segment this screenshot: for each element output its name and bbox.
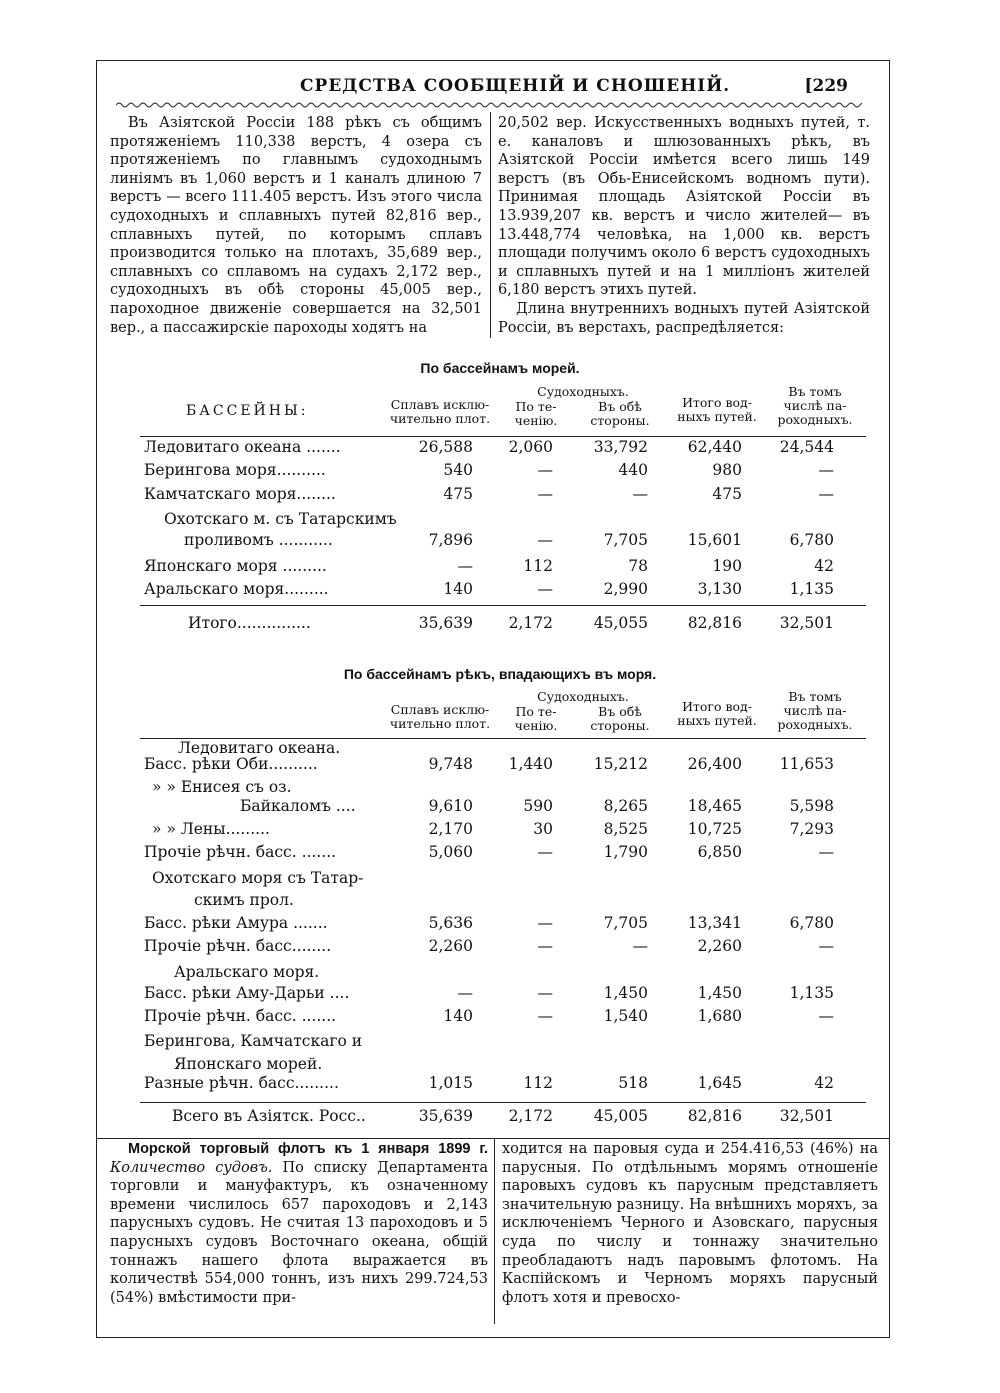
intro-right-column bbox=[498, 114, 870, 337]
table-row bbox=[144, 914, 864, 936]
cell-value: 32,501 bbox=[779, 1107, 834, 1125]
cell-value: 6,780 bbox=[789, 914, 834, 932]
cell-value: 1,135 bbox=[789, 580, 834, 598]
cell-value: 6,780 bbox=[789, 531, 834, 549]
cell-value: 2,260 bbox=[428, 937, 473, 955]
cell-value: 7,896 bbox=[428, 531, 473, 549]
cell-value: — bbox=[457, 984, 473, 1002]
table-row bbox=[144, 461, 864, 483]
cell-value: 1,135 bbox=[789, 984, 834, 1002]
cell-value: — bbox=[537, 531, 553, 549]
row-label: Прочіе рѣчн. басс. ....... bbox=[144, 843, 337, 861]
cell-value: — bbox=[632, 937, 648, 955]
row-label: Аральскаго моря. bbox=[174, 963, 320, 981]
cell-value: 33,792 bbox=[593, 438, 648, 456]
table-row bbox=[144, 891, 864, 913]
row-label: » » Енисея съ оз. bbox=[152, 778, 292, 796]
table-row bbox=[144, 797, 864, 819]
cell-value: 18,465 bbox=[687, 797, 742, 815]
table-row bbox=[144, 755, 864, 777]
cell-value: 32,501 bbox=[779, 614, 834, 632]
cell-value: 24,544 bbox=[779, 438, 834, 456]
cell-value: 6,850 bbox=[697, 843, 742, 861]
cell-value: — bbox=[537, 485, 553, 503]
cell-value: 2,170 bbox=[428, 820, 473, 838]
cell-value: — bbox=[818, 843, 834, 861]
cell-value: 7,705 bbox=[603, 914, 648, 932]
cell-value: 30 bbox=[533, 820, 553, 838]
cell-value: 26,588 bbox=[418, 438, 473, 456]
cell-value: 980 bbox=[712, 461, 742, 479]
table2-col-sudo-group: Судоходныхъ. bbox=[537, 689, 629, 704]
intro-right-text: 20,502 вер. Искусственныхъ водныхъ путей, т. е. каналовъ и шлюзованныхъ рѣкъ, въ Азіятской Россіи имѣется всего лишь 149 верстъ (въ Обь-Енисейскомъ водномъ пути). Принимая площадь Азіятской Россіи въ 13.939,207 кв. верстъ и число жителей— въ 13.448,774 человѣка, на 1,000 кв. верстъ площади получимъ около 6 верстъ судоходныхъ и сплавныхъ путей и на 1 милліонъ жителей 6,180 верстъ этихъ путей. bbox=[498, 115, 870, 299]
row-label: Басс. рѣки Аму-Дарьи .... bbox=[144, 984, 350, 1002]
row-label: Берингова, Камчатскаго и bbox=[144, 1032, 363, 1050]
cell-value: 42 bbox=[814, 1074, 834, 1092]
row-label: Охотскаго моря съ Татар- bbox=[152, 869, 364, 887]
row-label: Прочіе рѣчн. басс. ....... bbox=[144, 1007, 337, 1025]
table1-col-v-obe: Въ обѣ стороны. bbox=[590, 399, 650, 428]
table-row bbox=[144, 438, 864, 460]
cell-value: 7,705 bbox=[603, 531, 648, 549]
cell-value: 1,790 bbox=[603, 843, 648, 861]
cell-value: — bbox=[457, 557, 473, 575]
row-label: Басс. рѣки Оби.......... bbox=[144, 755, 318, 773]
fleet-right-text: ходится на паровыя суда и 254.416,53 (46%) на парусныя. По отдѣльнымъ морямъ отношеніе паровыхъ судовъ къ парусным представляетъ значительную разницу. На внѣшнихъ моряхъ, за исключеніемъ Черного и Азовскаго, парусныя суда по числу и тоннажу значительно преобладаютъ надъ паровымъ флотомъ. На Каспійскомъ и Черномъ моряхъ парусный флотъ хотя и превосхо- bbox=[502, 1141, 878, 1306]
cell-value: 440 bbox=[618, 461, 648, 479]
intro-left-column bbox=[110, 114, 482, 337]
cell-value: 2,172 bbox=[508, 614, 553, 632]
cell-value: 45,055 bbox=[593, 614, 648, 632]
cell-value: — bbox=[818, 937, 834, 955]
cell-value: 1,450 bbox=[697, 984, 742, 1002]
table1-header-rule bbox=[140, 436, 866, 437]
table-row bbox=[144, 1007, 864, 1029]
table2-col-splav: Сплавъ исклю-чительно плот. bbox=[389, 702, 491, 731]
row-label: Разные рѣчн. басс......... bbox=[144, 1074, 339, 1092]
row-label: Итого............... bbox=[188, 614, 311, 632]
row-label: Камчатскаго моря........ bbox=[144, 485, 336, 503]
cell-value: 5,598 bbox=[789, 797, 834, 815]
cell-value: 2,260 bbox=[697, 937, 742, 955]
table2-total-rule bbox=[140, 1102, 866, 1103]
cell-value: 78 bbox=[628, 557, 648, 575]
total-row bbox=[144, 614, 864, 636]
row-label: Байкаломъ .... bbox=[240, 797, 356, 815]
cell-value: — bbox=[537, 580, 553, 598]
row-label: скимъ прол. bbox=[194, 891, 294, 909]
table-row bbox=[144, 937, 864, 959]
cell-value: 42 bbox=[814, 557, 834, 575]
fleet-left-text: По списку Департамента торговли и мануфактуръ, къ означенному времени числилось 657 пароходовъ и 2,143 парусныхъ судовъ. Не считая 13 пароходовъ и 5 парусныхъ судовъ Восточнаго океана, общій тоннажъ нашего флота выражается въ количествѣ 554,000 тоннъ, изъ нихъ 299.724,53 (54%) вмѣстимости при- bbox=[110, 1159, 488, 1306]
column-divider-top bbox=[490, 112, 491, 338]
cell-value: — bbox=[632, 485, 648, 503]
cell-value: 2,060 bbox=[508, 438, 553, 456]
row-label: Японскаго моря ......... bbox=[144, 557, 327, 575]
table-row bbox=[144, 485, 864, 507]
table-row bbox=[144, 1074, 864, 1096]
table-row bbox=[144, 963, 864, 985]
cell-value: 8,525 bbox=[603, 820, 648, 838]
row-label: Всего въ Азіятск. Росс.. bbox=[172, 1107, 366, 1125]
table-row bbox=[144, 984, 864, 1006]
cell-value: 7,293 bbox=[789, 820, 834, 838]
wavy-rule bbox=[116, 100, 862, 110]
cell-value: — bbox=[818, 461, 834, 479]
intro-right-text-2: Длина внутреннихъ водныхъ путей Азіятской Россіи, въ верстахъ, распредѣляется: bbox=[498, 300, 870, 336]
fleet-lead-bold: Морской торговый флотъ къ 1 января 1899 г. bbox=[128, 1141, 488, 1157]
page-number: [229 bbox=[804, 76, 848, 96]
cell-value: 5,060 bbox=[428, 843, 473, 861]
cell-value: 2,990 bbox=[603, 580, 648, 598]
row-label: Охотскаго м. съ Татарскимъ bbox=[164, 510, 397, 528]
row-label: Басс. рѣки Амура ....... bbox=[144, 914, 328, 932]
intro-left-text: Въ Азіятской Россіи 188 рѣкъ съ общимъ протяженіемъ 110,338 верстъ, 4 озера съ протяженіемъ по главнымъ судоходнымъ линіямъ въ 1,060 верстъ и 1 каналъ длиною 7 верстъ — всего 111.405 верстъ. Изъ этого числа судоходныхъ и сплавныхъ путей 82,816 вер., сплавныхъ путей, по которымъ сплавъ производится только на плотахъ, 35,689 вер., сплавныхъ со сплавомъ на судахъ 2,172 вер., судоходныхъ въ обѣ стороны 45,005 вер., пароходное движеніе совершается на 32,501 вер., а пассажирскіе пароходы ходятъ на bbox=[110, 115, 482, 336]
cell-value: 1,440 bbox=[508, 755, 553, 773]
page-header bbox=[300, 76, 860, 102]
cell-value: 1,540 bbox=[603, 1007, 648, 1025]
cell-value: 10,725 bbox=[687, 820, 742, 838]
table-row bbox=[144, 1032, 864, 1054]
row-label: Ледовитаго океана. bbox=[178, 739, 341, 757]
cell-value: 15,601 bbox=[687, 531, 742, 549]
row-label: Прочіе рѣчн. басс........ bbox=[144, 937, 332, 955]
table-row bbox=[144, 557, 864, 579]
cell-value: 9,748 bbox=[428, 755, 473, 773]
cell-value: — bbox=[818, 485, 834, 503]
fleet-lead-italic: Количество судовъ. bbox=[110, 1159, 273, 1176]
cell-value: 13,341 bbox=[687, 914, 742, 932]
cell-value: 2,172 bbox=[508, 1107, 553, 1125]
table2-col-parokh: Въ томъ числѣ па-роходныхъ. bbox=[777, 689, 853, 732]
row-label: проливомъ ........... bbox=[184, 531, 333, 549]
cell-value: 82,816 bbox=[687, 1107, 742, 1125]
cell-value: 140 bbox=[443, 1007, 473, 1025]
table-row bbox=[144, 580, 864, 602]
cell-value: 112 bbox=[523, 557, 553, 575]
table-row bbox=[144, 820, 864, 842]
table1-col-parokh: Въ томъ числѣ па-роходныхъ. bbox=[777, 384, 853, 427]
table2-bottom-rule bbox=[96, 1138, 890, 1139]
row-label: Ледовитаго океана ....... bbox=[144, 438, 341, 456]
cell-value: — bbox=[537, 937, 553, 955]
cell-value: 26,400 bbox=[687, 755, 742, 773]
table2-col-v-obe: Въ обѣ стороны. bbox=[590, 704, 650, 733]
cell-value: 9,610 bbox=[428, 797, 473, 815]
cell-value: 5,636 bbox=[428, 914, 473, 932]
fleet-left-column bbox=[110, 1140, 488, 1307]
cell-value: 45,005 bbox=[593, 1107, 648, 1125]
cell-value: — bbox=[537, 1007, 553, 1025]
table-row bbox=[144, 510, 864, 532]
table-row bbox=[144, 531, 864, 553]
running-title: СРЕДСТВА СООБЩЕНІЙ И СНОШЕНІЙ. bbox=[300, 76, 731, 96]
cell-value: 8,265 bbox=[603, 797, 648, 815]
cell-value: 475 bbox=[443, 485, 473, 503]
row-label: » » Лены......... bbox=[152, 820, 270, 838]
row-label: Японскаго морей. bbox=[174, 1055, 323, 1073]
cell-value: 590 bbox=[523, 797, 553, 815]
cell-value: 1,680 bbox=[697, 1007, 742, 1025]
cell-value: 190 bbox=[712, 557, 742, 575]
table-row bbox=[144, 843, 864, 865]
cell-value: 140 bbox=[443, 580, 473, 598]
row-label: Берингова моря.......... bbox=[144, 461, 326, 479]
column-divider-bottom bbox=[494, 1138, 495, 1324]
cell-value: 1,645 bbox=[697, 1074, 742, 1092]
cell-value: 112 bbox=[523, 1074, 553, 1092]
cell-value: 1,450 bbox=[603, 984, 648, 1002]
table2-heading: По бассейнамъ рѣкъ, впадающихъ въ моря. bbox=[343, 666, 657, 682]
table2-col-itogo: Итого вод-ныхъ путей. bbox=[677, 699, 757, 728]
fleet-right-column bbox=[502, 1140, 878, 1307]
table1-col-itogo: Итого вод-ныхъ путей. bbox=[677, 395, 757, 424]
table2-col-po-techeniyu: По те-ченію. bbox=[514, 704, 558, 733]
cell-value: — bbox=[537, 914, 553, 932]
table-row bbox=[144, 869, 864, 891]
cell-value: 3,130 bbox=[697, 580, 742, 598]
total-row bbox=[144, 1107, 864, 1129]
table1-heading: По бассейнамъ морей. bbox=[420, 360, 580, 376]
cell-value: 62,440 bbox=[687, 438, 742, 456]
table1-col-splav: Сплавъ исклю-чительно плот. bbox=[389, 397, 491, 426]
cell-value: 540 bbox=[443, 461, 473, 479]
cell-value: 82,816 bbox=[687, 614, 742, 632]
table1-stub-header: БАССЕЙНЫ: bbox=[186, 403, 309, 419]
cell-value: 11,653 bbox=[779, 755, 834, 773]
cell-value: 15,212 bbox=[593, 755, 648, 773]
row-label: Аральскаго моря......... bbox=[144, 580, 329, 598]
cell-value: — bbox=[537, 461, 553, 479]
cell-value: 518 bbox=[618, 1074, 648, 1092]
table1-col-sudo-group: Судоходныхъ. bbox=[537, 384, 629, 399]
cell-value: — bbox=[537, 843, 553, 861]
cell-value: 1,015 bbox=[428, 1074, 473, 1092]
table1-col-po-techeniyu: По те-ченію. bbox=[514, 399, 558, 428]
cell-value: — bbox=[818, 1007, 834, 1025]
cell-value: 475 bbox=[712, 485, 742, 503]
cell-value: 35,639 bbox=[418, 1107, 473, 1125]
table1-total-rule bbox=[140, 605, 866, 606]
cell-value: 35,639 bbox=[418, 614, 473, 632]
cell-value: — bbox=[537, 984, 553, 1002]
